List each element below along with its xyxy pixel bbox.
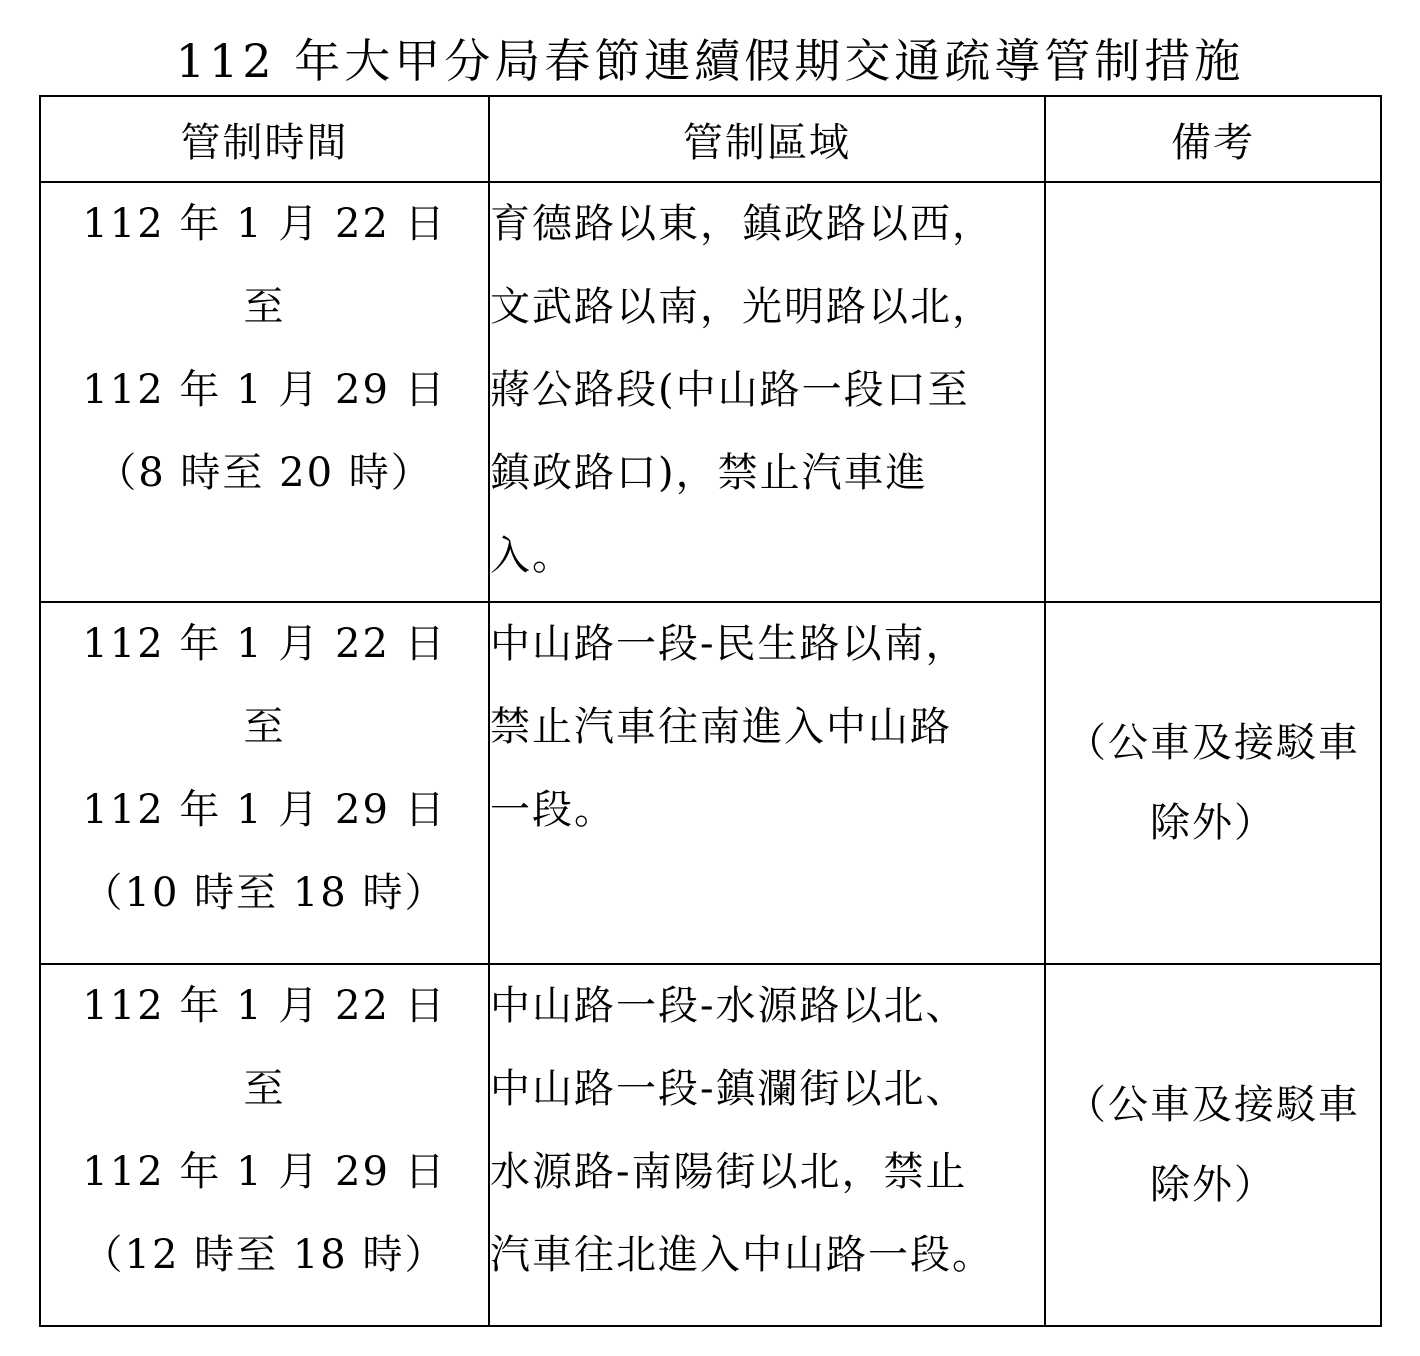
table-header-row — [40, 96, 1381, 182]
area-text-line: 一段。 — [490, 787, 616, 833]
area-text-line: 中山路一段-民生路以南， — [490, 621, 968, 667]
area-text-line: 育德路以東，鎮政路以西， — [490, 201, 994, 247]
area-text-line: 文武路以南，光明路以北， — [490, 284, 994, 330]
time-start-date: 112 年 1 月 22 日 — [82, 983, 447, 1029]
table-row — [40, 964, 1381, 1326]
area-text-line: 中山路一段-水源路以北、 — [490, 983, 968, 1029]
area-text-line: 蔣公路段(中山路一段口至 — [490, 367, 970, 413]
time-start-date: 112 年 1 月 22 日 — [82, 621, 447, 667]
control-time-cell — [40, 602, 489, 964]
control-time-cell — [40, 182, 489, 602]
remarks-cell-empty — [1045, 182, 1381, 602]
area-text-line: 汽車往北進入中山路一段。 — [490, 1232, 994, 1278]
header-remarks: 備考 — [1045, 96, 1381, 182]
time-to-word: 至 — [243, 704, 286, 750]
remarks-text-line: 除外） — [1150, 1162, 1276, 1208]
time-hours: （8 時至 20 時） — [96, 450, 433, 496]
time-hours: （10 時至 18 時） — [82, 870, 447, 916]
control-area-cell — [489, 964, 1045, 1326]
time-end-date: 112 年 1 月 29 日 — [82, 787, 447, 833]
traffic-control-table — [39, 95, 1382, 1327]
document-title: 112 年大甲分局春節連續假期交通疏導管制措施 — [175, 34, 1245, 88]
area-text-line: 中山路一段-鎮瀾街以北、 — [490, 1066, 968, 1112]
remarks-cell — [1045, 602, 1381, 964]
remarks-text-line: （公車及接駁車 — [1066, 1082, 1360, 1128]
header-control-area: 管制區域 — [489, 96, 1045, 182]
time-hours: （12 時至 18 時） — [82, 1232, 447, 1278]
area-text-line: 水源路-南陽街以北，禁止 — [490, 1149, 968, 1195]
time-to-word: 至 — [243, 284, 286, 330]
control-area-cell — [489, 602, 1045, 964]
time-end-date: 112 年 1 月 29 日 — [82, 1149, 447, 1195]
area-text-line: 鎮政路口)，禁止汽車進 — [490, 450, 928, 496]
remarks-text-line: 除外） — [1150, 800, 1276, 846]
control-area-cell — [489, 182, 1045, 602]
table-row — [40, 602, 1381, 964]
time-start-date: 112 年 1 月 22 日 — [82, 201, 447, 247]
area-text-line: 禁止汽車往南進入中山路 — [490, 704, 952, 750]
remarks-cell — [1045, 964, 1381, 1326]
table-row — [40, 182, 1381, 602]
area-text-line: 入。 — [490, 533, 574, 579]
time-to-word: 至 — [243, 1066, 286, 1112]
remarks-text-line: （公車及接駁車 — [1066, 720, 1360, 766]
header-control-time: 管制時間 — [40, 96, 489, 182]
control-time-cell — [40, 964, 489, 1326]
time-end-date: 112 年 1 月 29 日 — [82, 367, 447, 413]
